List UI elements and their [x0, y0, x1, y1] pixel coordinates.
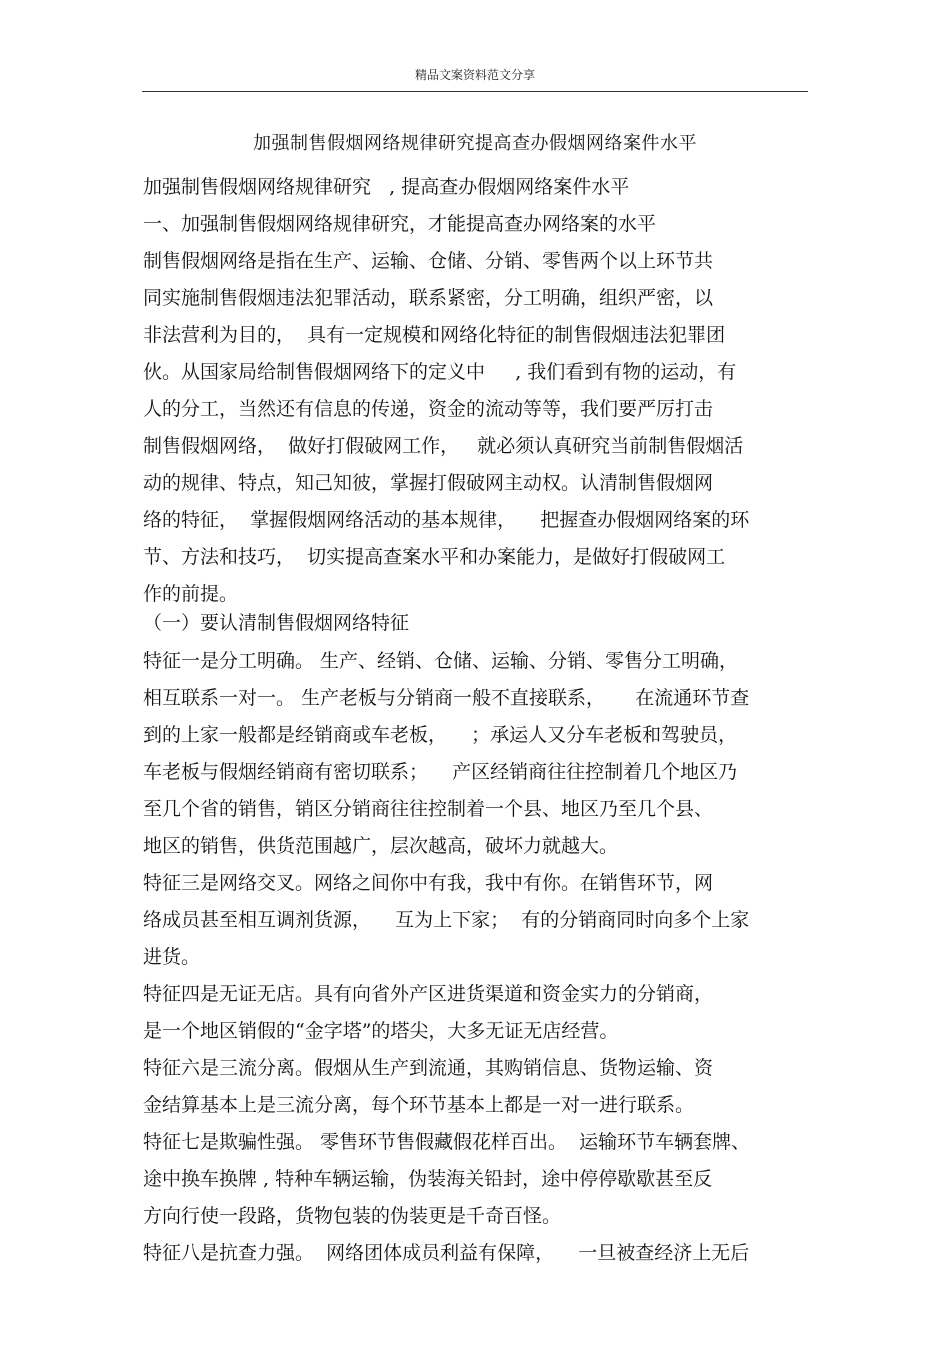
body-line: 制售假烟网络是指在生产、运输、仓储、分销、零售两个以上环节共: [143, 250, 714, 272]
body-line: 同实施制售假烟违法犯罪活动，联系紧密，分工明确，组织严密，以: [143, 287, 714, 309]
body-line: 制售假烟网络， 做好打假破网工作， 就必须认真研究当前制售假烟活: [143, 435, 744, 457]
body-line: 加强制售假烟网络规律研究 , 提高查办假烟网络案件水平: [143, 176, 630, 198]
body-line: 节、方法和技巧， 切实提高查案水平和办案能力，是做好打假破网工: [143, 546, 726, 568]
body-line: 非法营利为目的， 具有一定规模和网络化特征的制售假烟违法犯罪团: [143, 324, 726, 346]
body-line: 至几个省的销售，销区分销商往往控制着一个县、地区乃至几个县、: [143, 798, 714, 820]
body-line: 途中换车换牌 , 特种车辆运输，伪装海关铅封，途中停停歇歇甚至反: [143, 1168, 713, 1190]
header-divider: [142, 91, 808, 92]
body-line: 特征三是网络交叉。网络之间你中有我，我中有你。在销售环节，网: [143, 872, 714, 894]
body-line: 方向行使一段路，货物包装的伪装更是千奇百怪。: [143, 1205, 562, 1227]
body-line: 人的分工，当然还有信息的传递，资金的流动等等，我们要严厉打击: [143, 398, 714, 420]
body-line: 特征一是分工明确。 生产、经销、仓储、运输、分销、零售分工明确，: [143, 650, 739, 672]
body-line: 金结算基本上是三流分离，每个环节基本上都是一对一进行联系。: [143, 1094, 695, 1116]
body-line: 特征四是无证无店。具有向省外产区进货渠道和资金实力的分销商，: [143, 983, 714, 1005]
body-line: 作的前提。: [143, 583, 239, 605]
page-header: 精品文案资料范文分享: [414, 68, 535, 82]
body-line: 进货。: [143, 946, 201, 968]
subsection-heading: （一）要认清制售假烟网络特征: [143, 612, 410, 634]
body-line: 相互联系一对一。 生产老板与分销商一般不直接联系， 在流通环节查: [143, 687, 750, 709]
body-line: 特征六是三流分离。假烟从生产到流通，其购销信息、货物运输、资: [143, 1057, 714, 1079]
body-line: 是一个地区销假的“金字塔”的塔尖，大多无证无店经营。: [143, 1020, 619, 1042]
body-line: 特征七是欺骗性强。 零售环节售假藏假花样百出。 运输环节车辆套牌、: [143, 1131, 751, 1153]
body-line: 地区的销售，供货范围越广，层次越高，破坏力就越大。: [143, 835, 619, 857]
document-title: 加强制售假烟网络规律研究提高查办假烟网络案件水平: [253, 133, 697, 154]
body-line: 车老板与假烟经销商有密切联系； 产区经销商往往控制着几个地区乃: [143, 761, 738, 783]
body-line: 到的上家一般都是经销商或车老板， ；承运人又分车老板和驾驶员，: [143, 724, 738, 746]
body-line: 络成员甚至相互调剂货源， 互为上下家； 有的分销商同时向多个上家: [143, 909, 750, 931]
body-line: 动的规律、特点，知己知彼，掌握打假破网主动权。认清制售假烟网: [143, 472, 714, 494]
section-heading: 一、加强制售假烟网络规律研究，才能提高查办网络案的水平: [143, 213, 657, 235]
body-line: 伙。从国家局给制售假烟网络下的定义中 , 我们看到有物的运动，有: [143, 361, 737, 383]
body-line: 络的特征， 掌握假烟网络活动的基本规律， 把握查办假烟网络案的环: [143, 509, 750, 531]
body-line: 特征八是抗查力强。 网络团体成员利益有保障， 一旦被查经济上无后: [143, 1242, 750, 1264]
